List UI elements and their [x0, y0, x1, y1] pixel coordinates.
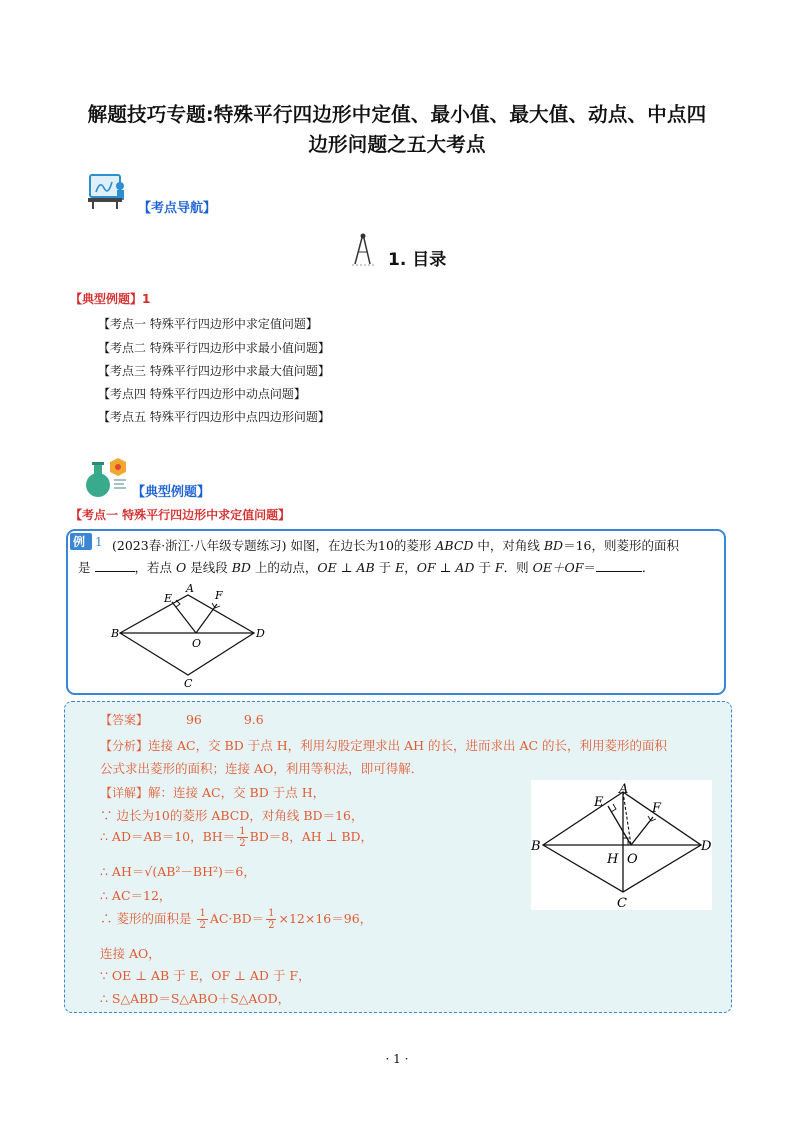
frac-den: 2 — [268, 920, 275, 931]
question-text: ． — [641, 560, 655, 575]
toc-item[interactable]: 【考点五 特殊平行四边形中点四边形问题】 — [98, 410, 330, 424]
question-line-1 — [112, 535, 722, 557]
label-h: H — [607, 852, 619, 867]
segment-of — [196, 604, 217, 633]
question-text: ＝ — [583, 560, 596, 575]
toc-item[interactable]: 【考点二 特殊平行四边形中求最小值问题】 — [98, 341, 330, 355]
frac-num: 1 — [199, 908, 206, 919]
toc-item[interactable]: 【考点四 特殊平行四边形中动点问题】 — [98, 387, 306, 401]
example-badge-icon — [70, 533, 106, 550]
page-title — [60, 100, 734, 160]
math-var: BD — [543, 538, 564, 553]
answer-row — [100, 711, 264, 728]
label-b: B — [531, 839, 541, 854]
toc-item[interactable]: 【考点一 特殊平行四边形中求定值问题】 — [98, 317, 318, 331]
toc-section-label: 【典型例题】1 — [70, 292, 151, 306]
teacher-board-icon — [84, 172, 128, 210]
math-var: BD — [231, 560, 251, 575]
math-var: O — [175, 560, 187, 575]
math-var: F — [494, 560, 504, 575]
svg-text:1: 1 — [95, 535, 103, 549]
answer-blank-1[interactable] — [95, 559, 135, 572]
solution-step-5 — [100, 908, 372, 931]
detail-tag: 【详解】 — [100, 786, 149, 800]
solution-step-7: ∵ OE ⊥ AB 于 E，OF ⊥ AD 于 F， — [100, 968, 311, 983]
detail-line-1 — [100, 783, 325, 801]
analysis-line-1 — [100, 736, 720, 754]
frac-num: 1 — [239, 826, 246, 837]
step-text: ∴ 菱形的面积是 — [100, 911, 196, 926]
math-var: ABCD — [435, 538, 474, 553]
solution-step-6: 连接 AO， — [100, 946, 161, 961]
step-text: AC·BD＝ — [209, 911, 265, 926]
label-e: E — [594, 795, 604, 810]
analysis-tag: 【分析】 — [100, 739, 149, 753]
answer-tag: 【答案】 — [100, 713, 149, 727]
answer-value: 9.6 — [243, 712, 264, 727]
svg-text:例: 例 — [73, 535, 86, 549]
label-d: D — [256, 627, 265, 640]
answer-blank-2[interactable] — [596, 559, 642, 572]
rhombus-outline — [543, 792, 701, 892]
question-text: ， — [404, 560, 417, 575]
question-text: ＝16，则菱形的面积 — [563, 538, 679, 553]
solution-step-3: ∴ AH＝√(AB²－BH²)＝6， — [100, 864, 256, 879]
answer-rhombus-figure — [531, 780, 712, 910]
right-angle-e — [611, 804, 616, 812]
math-var: E — [395, 560, 405, 575]
segment-oe — [172, 602, 196, 633]
label-f: F — [652, 801, 662, 816]
examples-label: 【典型例题】 — [132, 485, 211, 500]
solution-step-2 — [100, 826, 373, 849]
analysis-line-2: 公式求出菱形的面积；连接 AO，利用等积法，即可得解． — [100, 761, 424, 776]
toc-item[interactable]: 【考点三 特殊平行四边形中求最大值问题】 — [98, 364, 330, 378]
frac-den: 2 — [239, 838, 246, 849]
label-c: C — [617, 896, 627, 910]
label-e: E — [164, 592, 173, 605]
solution-step-4: ∴ AC＝12， — [100, 888, 172, 903]
frac-num: 1 — [268, 908, 275, 919]
answer-value: 96 — [185, 712, 202, 727]
step-text: ∴ AD＝AB＝10，BH＝ — [100, 829, 236, 844]
label-a: A — [186, 583, 194, 595]
rhombus-figure — [108, 583, 268, 689]
nav-label: 【考点导航】 — [138, 201, 217, 216]
question-text: 中，对角线 — [473, 538, 544, 553]
frac-den: 2 — [199, 920, 206, 931]
fraction — [237, 826, 247, 849]
rhombus-outline — [120, 595, 254, 675]
math-expr: OF ⊥ AD — [416, 560, 475, 575]
segment-of — [631, 817, 653, 845]
title-line-2: 边形问题之五大考点 — [308, 133, 486, 156]
label-f: F — [215, 589, 223, 602]
solution-step-1: ∵ 边长为10的菱形 ABCD，对角线 BD＝16， — [100, 808, 364, 823]
label-o: O — [192, 637, 202, 650]
question-text: ．则 — [503, 560, 533, 575]
fraction — [266, 908, 276, 931]
label-c: C — [184, 677, 193, 689]
question-text: (2023春·浙江·八年级专题练习) 如图，在边长为10的菱形 — [112, 538, 436, 553]
page-number: · 1 · — [385, 1052, 409, 1066]
solution-step-8: ∴ S△ABD＝S△ABO＋S△AOD， — [100, 991, 291, 1006]
question-text: 是 — [78, 560, 91, 575]
topic-heading: 【考点一 特殊平行四边形中求定值问题】 — [70, 508, 291, 522]
step-text: BD＝8，AH ⊥ BD， — [249, 829, 374, 844]
label-b: B — [111, 627, 120, 640]
question-text: ，若点 — [134, 560, 176, 575]
question-text: 于 — [474, 560, 495, 575]
math-expr: OE ⊥ AB — [317, 560, 375, 575]
analysis-text: 连接 AC，交 BD 于点 H，利用勾股定理求出 AH 的长，进而求出 AC 的长，利用菱形的面积 — [148, 738, 668, 753]
toc-heading: 1. 目录 — [388, 250, 447, 270]
fraction — [197, 908, 207, 931]
detail-text: 解：连接 AC，交 BD 于点 H， — [148, 785, 326, 800]
compass-icon — [350, 232, 376, 266]
question-text: 于 — [374, 560, 396, 575]
label-o: O — [627, 852, 638, 867]
label-d: D — [701, 839, 712, 854]
title-line-1: 解题技巧专题:特殊平行四边形中定值、最小值、最大值、动点、中点四 — [87, 103, 707, 126]
question-text: 上的动点， — [250, 560, 318, 575]
math-expr: OE＋OF — [532, 560, 584, 575]
label-a: A — [619, 782, 629, 797]
step-text: ×12×16＝96， — [278, 911, 373, 926]
question-text: 是线段 — [186, 560, 232, 575]
question-line-2 — [78, 557, 718, 579]
chemistry-flask-icon — [84, 458, 128, 498]
